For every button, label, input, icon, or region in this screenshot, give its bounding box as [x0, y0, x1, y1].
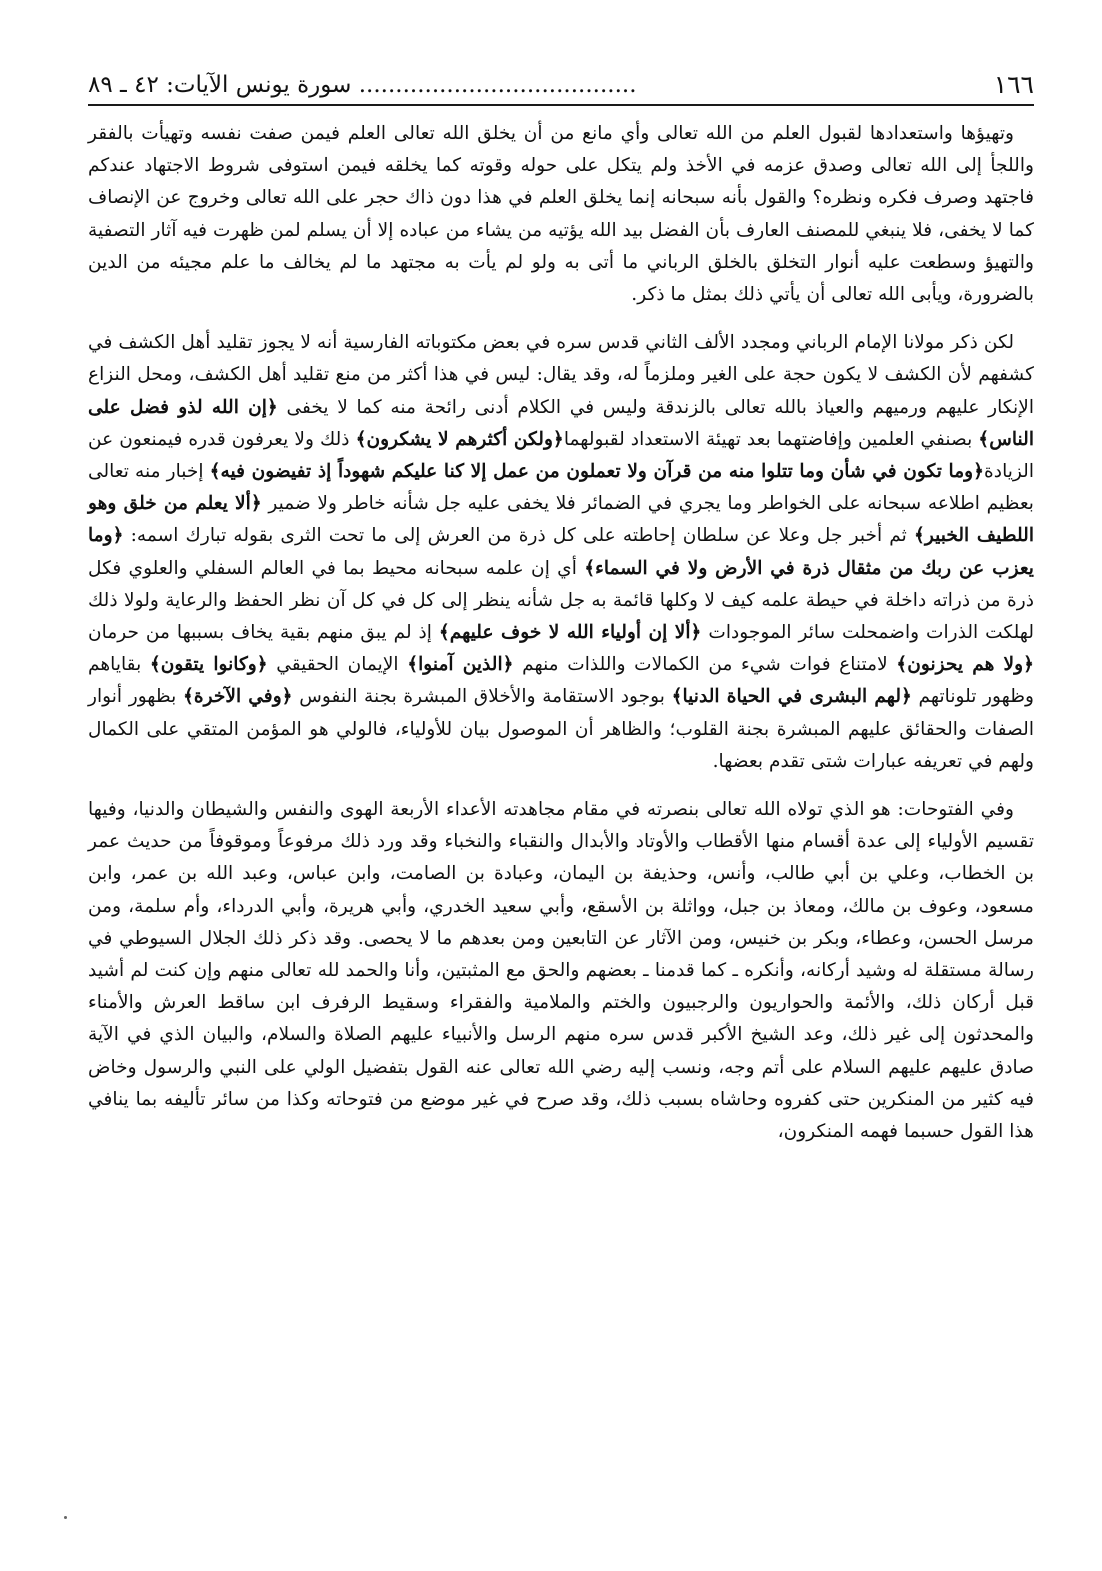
commentary-text: أي إن علمه سبحانه محيط بما في العالم السفلي والعلوي فكل ذرة من ذراته داخلة في حيطة علمه كيف لا وكلها قائمة به جل شأنه ينظر إلى كل في كل آن نظر الحفظ والرعاية ولولا ذلك لهلكت الذرات واضمحلت سائر الموجودات: [88, 557, 1035, 644]
commentary-text: بوجود الاستقامة والأخلاق المبشرة بجنة النفوس: [299, 686, 665, 708]
paragraph-1: وتهيؤها واستعدادها لقبول العلم من الله تعالى وأي مانع من أن يخلق الله تعالى العلم فيمن صفت نفسه وتهيأت بالفقر واللجأ إلى الله تعالى وصدق عزمه في الأخذ ولم يتكل على حوله وقوته كما يخلقه فيمن استوفى شروط الاجتهاد عندكم فاجتهد وصرف فكره ونظره؟ والقول بأنه سبحانه إنما يخلق العلم في هذا دون ذاك حجر على الله تعالى وخروج عن الإنصاف كما لا يخفى، فلا ينبغي للمصنف العارف بأن الفضل بيد الله يؤتيه من يشاء من عباده إلا أن يسلم لمن ظهرت فيه آثار التصفية والتهيؤ وسطعت عليه أنوار التخلق بالخلق الرباني ما أتى به ولو لم يأت به مجتهد ما لم يخالف ما علم مجيئه من الدين بالضرورة، ويأبى الله تعالى أن يأتي ذلك بمثل ما ذكر.: [88, 123, 1034, 306]
commentary-text: بظهور أنوار الصفات والحقائق عليهم المبشرة بجنة القلوب؛ والظاهر أن الموصول بيان للأولياء، فالولي هو المؤمن المتقي على الكمال ولهم في تعريفه عبارات شتى تقدم بعضها.: [88, 686, 1034, 772]
page-number: ١٦٦: [993, 70, 1034, 99]
quran-verse: ﴿وكانوا يتقون﴾: [149, 654, 268, 676]
commentary-text: لامتناع فوات شيء من الكمالات واللذات منهم: [522, 654, 888, 676]
running-head: [88, 70, 637, 100]
paragraph-2: [88, 327, 1034, 778]
scan-speck: [64, 1516, 67, 1519]
commentary-text: بقاياهم وظهور تلوناتهم: [88, 654, 1034, 708]
running-title: سورة يونس الآيات: ٤٢ ـ ٨٩: [88, 72, 352, 98]
commentary-text: ذلك ولا يعرفون قدره فيمنعون عن الزيادة: [88, 428, 1034, 483]
book-page: [88, 62, 1034, 1542]
paragraph-3: وفي الفتوحات: هو الذي تولاه الله تعالى بنصرته في مقام مجاهدته الأعداء الأربعة الهوى والنفس والشيطان والدنيا، وفيها تقسيم الأولياء إلى عدة أقسام منها الأقطاب والأوتاد والأبدال والنقباء والنخباء وقد ورد ذلك مرفوعاً وموقوفاً من حديث عمر بن الخطاب، وعلي بن أبي طالب، وأنس، وحذيفة بن اليمان، وعبادة بن الصامت، وابن عباس، وعبد الله بن عمر، وابن مسعود، وعوف بن مالك، ومعاذ بن جبل، وواثلة بن الأسقع، وأبي سعيد الخدري، وأبي هريرة، وأبي الدرداء، وأم سلمة، ومن مرسل الحسن، وعطاء، وبكر بن خنيس، ومن الآثار عن التابعين ومن بعدهم ما لا يحصى. وقد ذكر ذلك الجلال السيوطي في رسالة مستقلة له وشيد أركانه، وأنكره ـ كما قدمنا ـ بعضهم والحق مع المثبتين، وأنا والحمد لله تعالى منهم وإن كنت لم أشيد قبل أركان ذلك، والأئمة والحواريون والرجبيون والختم والملامية والفقراء وسقيط الرفرف ابن ساقط العرش والأمناء والمحدثون إلى غير ذلك، وعد الشيخ الأكبر قدس سره منهم الرسل والأنبياء عليهم الصلاة والسلام، والبيان الذي في الآية صادق عليهم عليهم السلام على أتم وجه، ونسب إليه رضي الله تعالى عنه القول بتفضيل الولي على النبي والرسول وخاض فيه كثير من المنكرين حتى كفروه وحاشاه بسبب ذلك، وقد صرح في غير موضع من فتوحاته وكذا من سائر تأليفه بما ينافي هذا القول حسبما فهمه المنكرون،: [88, 799, 1034, 1143]
quran-verse: ﴿وما تكون في شأن وما تتلوا منه من قرآن ولا تعملون من عمل إلا كنا عليكم شهوداً إذ تفيضون فيه﴾: [209, 461, 985, 483]
quran-verse: ﴿ولا هم يحزنون﴾: [896, 654, 1034, 676]
quran-verse: ﴿ألا يعلم من خلق وهو اللطيف الخبير﴾: [88, 493, 1034, 547]
quran-verse: ﴿وفي الآخرة﴾: [182, 686, 293, 708]
quran-verse: ﴿ولكن أكثرهم لا يشكرون﴾: [355, 428, 564, 450]
commentary-text: إذ لم يبق منهم بقية يخاف بسببها من حرمان: [88, 622, 432, 644]
page-header: [88, 62, 1034, 100]
commentary-text: بصنفي العلمين وإفاضتهما بعد تهيئة الاستعداد لقبولهما: [563, 428, 973, 450]
commentary-text: لكن ذكر مولانا الإمام الرباني ومجدد الألف الثاني قدس سره في بعض مكتوباته الفارسية أنه لا يجوز تقليد أهل الكشف في كشفهم لأن الكشف لا يكون حجة على الغير وملزماً له، وقد يقال: ليس في هذا أكثر من منع تقليد أهل الكشف، ومحل النزاع الإنكار عليهم ورميهم والعياذ بالله تعالى بالزندقة وليس في الكلام أدنى رائحة منه كما لا يخفى: [88, 332, 1035, 418]
leader-dots: ......................................: [358, 72, 637, 98]
quran-verse: ﴿ألا إن أولياء الله لا خوف عليهم﴾: [438, 622, 702, 644]
commentary-text: ثم أخبر جل وعلا عن سلطان إحاطته على كل ذرة من العرش إلى ما تحت الثرى بقوله تبارك اسمه:: [130, 525, 907, 547]
commentary-text: إخبار منه تعالى بعظيم اطلاعه سبحانه على الخواطر وما يجري في الضمائر فلا يخفى عليه جل شأنه خاطر ولا ضمير: [88, 461, 1034, 515]
quran-verse: ﴿وما يعزب عن ربك من مثقال ذرة في الأرض ولا في السماء﴾: [88, 525, 1034, 579]
header-rule: [88, 104, 1034, 106]
quran-verse: ﴿إن الله لذو فضل على الناس﴾: [88, 396, 1034, 450]
quran-verse: ﴿لهم البشرى في الحياة الدنيا﴾: [671, 686, 912, 708]
commentary-text: الإيمان الحقيقي: [276, 654, 399, 676]
quran-verse: ﴿الذين آمنوا﴾: [407, 654, 514, 676]
